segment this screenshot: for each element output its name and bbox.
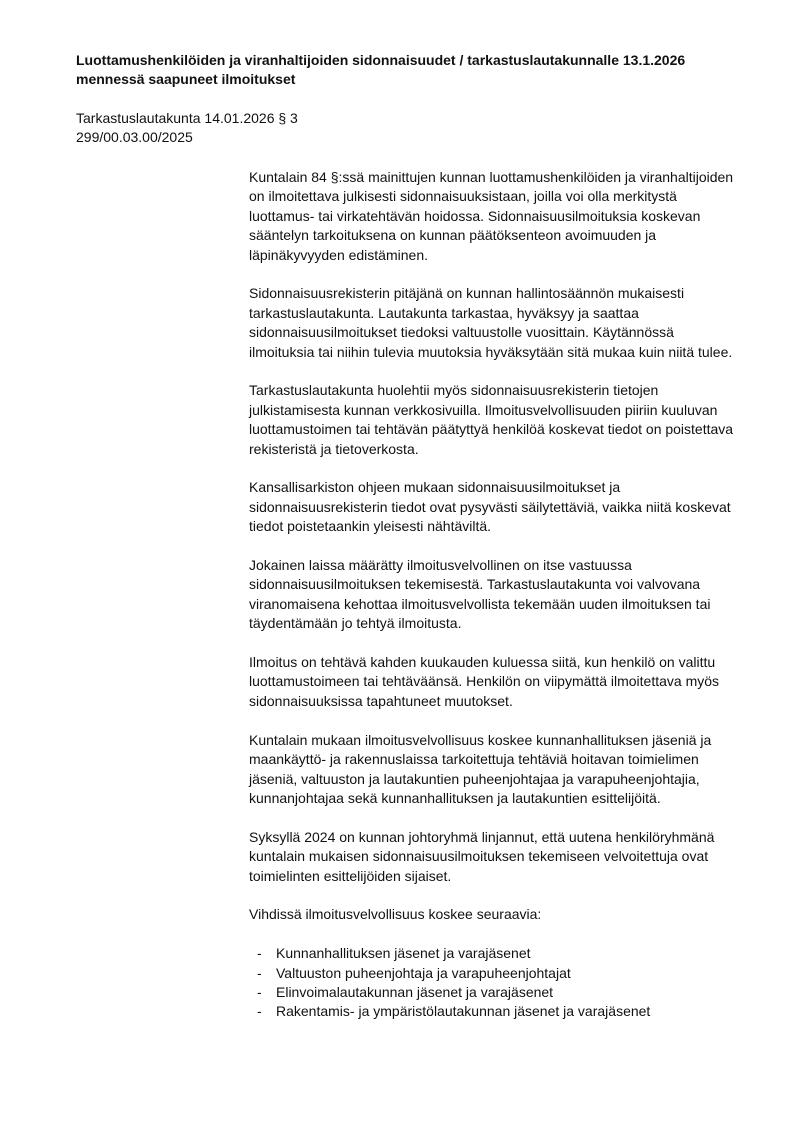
list-marker: - [257, 964, 262, 981]
obligated-groups-list [249, 944, 739, 1022]
paragraph: Kansallisarkiston ohjeen mukaan sidonnaisuusilmoitukset ja sidonnaisuusrekisterin tiedot ovat pysyvästi säilytettäviä, vaikka niitä koskevat tiedot poistetaankin yleisesti nähtäviltä. [249, 479, 731, 535]
paragraph: Sidonnaisuusrekisterin pitäjänä on kunnan hallintosäännön mukaisesti tarkastuslautakunta. Lautakunta tarkastaa, hyväksyy ja saattaa sidonnaisuusilmoitukset tiedoksi valtuustolle vuosittain. Käytännössä ilmoituksia tai niihin tulevia muutoksia hyväksytään sitä mukaa kuin niitä tulee. [249, 285, 733, 360]
list-marker: - [257, 1003, 262, 1020]
document-body [249, 168, 739, 1022]
paragraph: Syksyllä 2024 on kunnan johtoryhmä linjannut, että uutena henkilöryhmänä kuntalain mukaisen sidonnaisuusilmoituksen tekemiseen velvoitettuja ovat toimielinten esittelijöiden sijaiset. [249, 828, 715, 884]
document-title: Luottamushenkilöiden ja viranhaltijoiden sidonnaisuudet / tarkastuslautakunnalle 13.1.2026 mennessä saapuneet ilmoitukset [76, 52, 686, 87]
paragraph: Tarkastuslautakunta huolehtii myös sidonnaisuusrekisterin tietojen julkistamisesta kunnan verkkosivuilla. Ilmoitusvelvollisuuden piiriin kuuluvan luottamustoimen tai tehtävän päätyttyä henkilöä koskevat tiedot on poistettava rekisteristä ja tietoverkosta. [249, 382, 734, 457]
list-item [249, 944, 739, 963]
list-item-text: Valtuuston puheenjohtaja ja varapuheenjohtajat [276, 964, 571, 981]
list-marker: - [257, 983, 262, 1000]
paragraph: Kuntalain mukaan ilmoitusvelvollisuus koskee kunnanhallituksen jäseniä ja maankäyttö- ja rakennuslaissa tarkoitettuja tehtäviä hoitavan toimielimen jäseniä, valtuuston ja lautakuntien puheenjohtajaa ja varapuheenjohtajia, kunnanjohtajaa sekä kunnanhallituksen ja lautakuntien esittelijöitä. [249, 731, 712, 806]
paragraph: Kuntalain 84 §:ssä mainittujen kunnan luottamushenkilöiden ja viranhaltijoiden on ilmoitettava julkisesti sidonnaisuuksistaan, joilla voi olla merkitystä luottamus- tai virkatehtävän hoidossa. Sidonnaisuusilmoituksia koskevan sääntelyn tarkoituksena on kunnan päätöksenteon avoimuuden ja läpinäkyvyyden edistäminen. [249, 169, 734, 263]
paragraph: Vihdissä ilmoitusvelvollisuus koskee seuraavia: [249, 906, 542, 923]
list-item [249, 1002, 739, 1021]
list-marker: - [257, 945, 262, 962]
paragraph: Ilmoitus on tehtävä kahden kuukauden kuluessa siitä, kun henkilö on valittu luottamustoimeen tai tehtäväänsä. Henkilön on viipymättä ilmoitettava myös sidonnaisuuksissa tapahtuneet muutokset. [249, 654, 720, 709]
list-item [249, 983, 739, 1002]
list-item-text: Rakentamis- ja ympäristölautakunnan jäsenet ja varajäsenet [276, 1003, 651, 1020]
list-item [249, 964, 739, 983]
paragraph: Jokainen laissa määrätty ilmoitusvelvollinen on itse vastuussa sidonnaisuusilmoituksen tekemisestä. Tarkastuslautakunta voi valvovana viranomaisena kehottaa ilmoitusvelvollista tekemään uuden ilmoituksen tai täydentämään jo tehtyä ilmoitusta. [249, 557, 711, 632]
document-meta [76, 109, 298, 147]
list-item-text: Elinvoimalautakunnan jäsenet ja varajäsenet [276, 983, 554, 1000]
meeting-reference: Tarkastuslautakunta 14.01.2026 § 3 [76, 110, 298, 126]
case-number: 299/00.03.00/2025 [76, 129, 193, 145]
list-item-text: Kunnanhallituksen jäsenet ja varajäsenet [276, 945, 531, 962]
